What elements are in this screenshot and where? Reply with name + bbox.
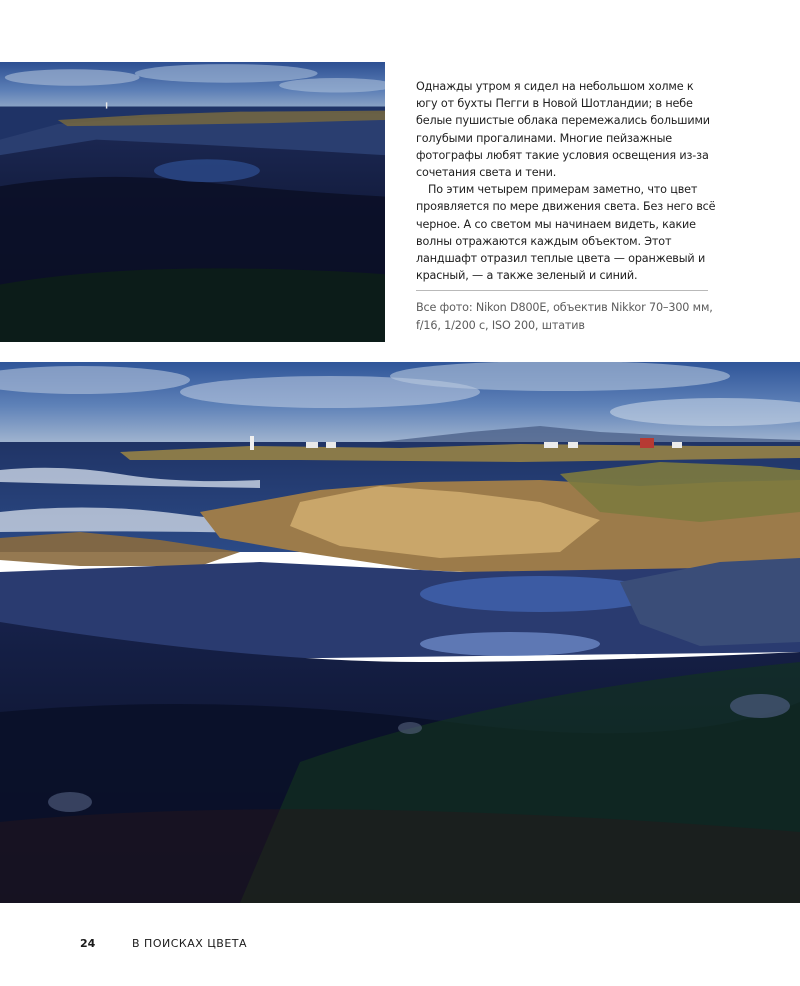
landscape-photo-sunlit [0,362,800,903]
caption-divider [416,290,708,291]
page-footer [80,935,247,951]
paragraph-intro: Однажды утром я сидел на небольшом холме к югу от бухты Пегги в Новой Шотландии; в небе белые пушистые облака перемежались большими голубыми прогалинами. Многие пейзажные фотографы любят такие условия освещения из-за сочетания света и тени. [416,80,710,180]
article-text [416,78,716,334]
running-title: В ПОИСКАХ ЦВЕТА [132,936,248,950]
landscape-photo-dark [0,62,385,342]
photo-caption: Все фото: Nikon D800E, объектив Nikkor 70–300 мм, f/16, 1/200 с, ISO 200, штатив [416,301,713,332]
paragraph-light: По этим четырем примерам заметно, что цвет проявляется по мере движения света. Без него всё черное. А со светом мы начинаем видеть, какие волны отражаются каждым объектом. Этот ландшафт отразил теплые цвета — оранжевый и красный, — а также зеленый и синий. [416,183,716,283]
page-number: 24 [80,936,96,950]
